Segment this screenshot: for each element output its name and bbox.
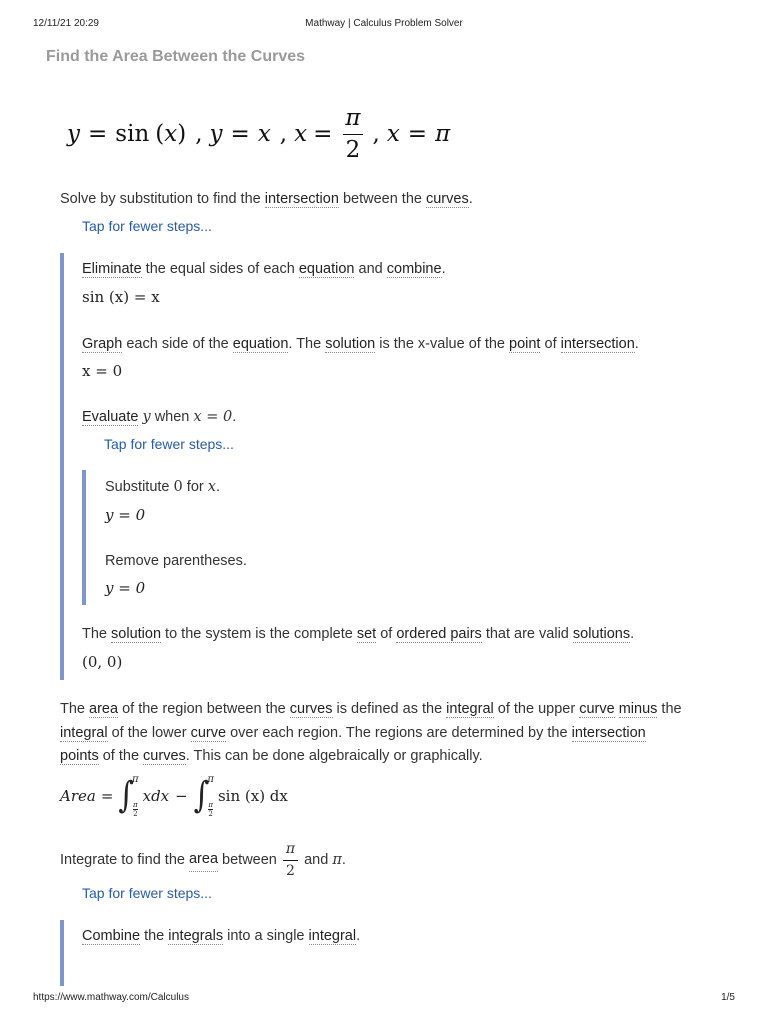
term-eliminate[interactable]: Eliminate [82,261,142,277]
integrand-2: sin (x) dx [217,787,288,805]
substep-eliminate: Eliminate the equal sides of each equation and combine. [82,261,446,277]
integral-1: ∫ π $\frac{\pi}{2}$ [118,774,139,818]
problem-comma: , [195,121,203,147]
print-datetime: 12/11/21 20:29 [33,18,99,29]
term-intersection[interactable]: intersection [264,191,339,207]
term-evaluate[interactable]: Evaluate [82,409,139,425]
term-curves-3[interactable]: curves [143,748,186,764]
problem-sin: sin [115,121,150,147]
print-page-title: Mathway | Calculus Problem Solver [305,18,463,29]
print-url: https://www.mathway.com/Calculus [33,992,189,1003]
problem-statement: y = sin ( x ) , y = x , x = $\frac{\pi}{2}$ , x = π [67,105,451,163]
term-intersection-2[interactable]: intersection [560,336,635,352]
step-1-toggle[interactable]: Tap for fewer steps... [82,218,212,234]
term-integral-2[interactable]: integral [60,725,108,741]
problem-eq: = [88,121,108,147]
substep-evaluate-toggle[interactable]: Tap for fewer steps... [104,436,234,452]
term-area[interactable]: area [89,701,119,717]
problem-eq2: = [230,121,250,147]
problem-var-y2: y [209,121,223,147]
integrand-1: xdx [142,787,170,805]
problem-x4: x [386,121,400,147]
term-combine-2[interactable]: Combine [82,928,141,944]
term-integrals[interactable]: integrals [168,928,224,944]
area-label: Area [60,787,96,805]
term-points[interactable]: points [60,748,99,764]
term-set[interactable]: set [356,626,377,642]
step-2-line-3: points of the curves. This can be done algebraically or graphically. [60,748,483,764]
problem-x: x [164,121,178,147]
term-graph[interactable]: Graph [82,336,123,352]
term-solutions[interactable]: solutions [572,626,631,642]
term-point[interactable]: point [509,336,541,352]
problem-var-y: y [67,121,80,147]
substep-substitute: Substitute 0 for x. [105,479,220,495]
term-curves[interactable]: curves [425,191,469,207]
substep-graph-math: x = 0 [82,362,123,380]
term-curve-2[interactable]: curve [190,725,227,741]
term-intersection-3[interactable]: intersection [571,725,646,741]
term-curve[interactable]: curve [579,701,615,717]
step-3-substeps-rule [60,920,64,986]
print-footer [0,992,768,1006]
substep-graph: Graph each side of the equation. The solution is the x-value of the point of intersection. [82,336,639,352]
term-curves-2[interactable]: curves [289,701,333,717]
pi-over-two-small: $\frac{\pi}{2}$ [283,842,298,878]
problem-eq3: = [313,121,333,147]
term-equation-2[interactable]: equation [232,336,289,352]
term-combine[interactable]: combine [386,261,442,277]
pi-over-two [342,106,363,161]
step-2-line-1: The area of the region between the curves is defined as the integral of the upper curve minus the [60,701,682,717]
substep-combine: Combine the integrals into a single integral. [82,928,361,944]
area-integral-expression: Area = ∫ π $\frac{\pi}{2}$ xdx − ∫ π $\frac{\pi}{2}$ sin (x) dx [60,774,288,818]
term-integral-3[interactable]: integral [308,928,357,944]
term-solution[interactable]: solution [325,336,376,352]
substep-solution-set-math: (0, 0) [82,653,123,671]
step-1-text: Solve by substitution to find the intersection between the curves. [60,191,473,207]
step-3-toggle[interactable]: Tap for fewer steps... [82,885,212,901]
step-2-line-2: integral of the lower curve over each region. The regions are determined by the intersection [60,725,646,741]
term-integral[interactable]: integral [446,701,494,717]
print-page-number: 1/5 [721,992,735,1003]
term-solution-2[interactable]: solution [111,626,162,642]
term-minus[interactable]: minus [618,701,658,717]
page-title: Find the Area Between the Curves [46,48,306,65]
substep-evaluate-rule [82,470,86,605]
problem-x2: x [257,121,271,147]
substep-solution-set: The solution to the system is the complete set of ordered pairs that are valid solutions. [82,626,635,642]
substep-substitute-math: y = 0 [105,506,146,524]
problem-comma3: , [372,121,380,147]
step-1-substeps-rule [60,253,64,680]
substep-remove-parens: Remove parentheses. [105,553,247,569]
term-equation[interactable]: equation [298,261,355,277]
term-area-2[interactable]: area [189,848,218,872]
problem-comma2: , [279,121,288,147]
problem-x3: x [294,121,308,147]
substep-evaluate: Evaluate y when x = 0. [82,409,237,425]
substep-eliminate-math: sin (x) = x [82,288,160,306]
frac-numerator: π [345,105,361,132]
frac-denominator: 2 [343,134,364,162]
term-ordered-pairs[interactable]: ordered pairs [396,626,482,642]
problem-eq4: = [407,121,428,147]
substep-remove-parens-math: y = 0 [105,579,146,597]
integral-2: ∫ π $\frac{\pi}{2}$ [193,774,214,818]
problem-pi: π [435,121,451,147]
step-3-text: Integrate to find the area between $\frac{\pi}{2}$ and π . [60,840,346,879]
